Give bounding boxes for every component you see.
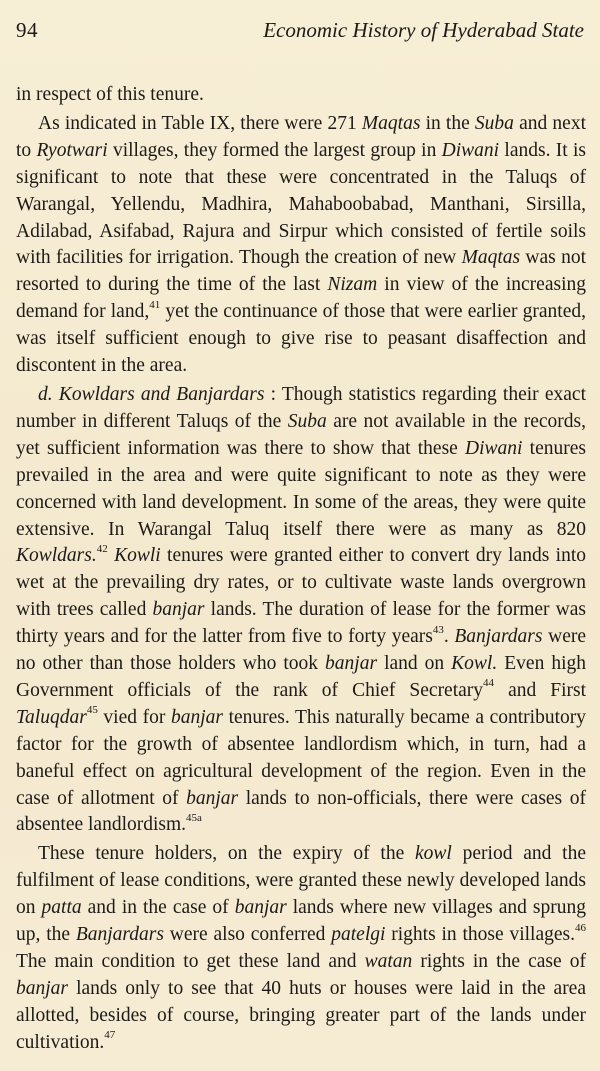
text-run: were no other than those holders who took — [16, 626, 586, 675]
italic-term: Taluqdar — [16, 706, 87, 728]
italic-term: patta — [41, 897, 82, 919]
text-run: lands. The duration of lease for the former was thirty years and for the latter from five to forty years — [16, 599, 586, 648]
running-title: Economic History of Hyderabad State — [263, 18, 584, 42]
paragraph-maqtas — [16, 111, 586, 380]
text-run: were also conferred — [163, 924, 332, 946]
paragraph-tenure-holders — [16, 841, 586, 1056]
italic-term: Diwani — [465, 437, 523, 459]
text-run: tenures prevailed in the area and were quite significant to note as they were concerned with land development. In some of the areas, they were quite extensive. In Warangal Taluq itself there were as many as 820 — [16, 437, 586, 540]
italic-term: patelgi — [331, 924, 386, 946]
italic-term: Kowldars. — [16, 545, 97, 567]
text-run: . — [443, 626, 455, 648]
italic-term: Banjardars — [75, 924, 164, 946]
italic-term: Maqtas — [461, 247, 521, 269]
text-run: was not resorted to during the time of the last — [16, 247, 586, 296]
text-run: in the — [420, 112, 475, 134]
page-number: 94 — [16, 18, 38, 42]
text-run: in view of the increasing demand for land, — [16, 274, 586, 323]
text-run: lands to non-officials, there were cases of absentee landlordism. — [16, 787, 586, 836]
italic-term: d. Kowldars and Banjardars — [38, 383, 265, 405]
text-run: vied for — [97, 706, 171, 728]
italic-term: banjar — [16, 977, 69, 999]
text-run: in respect of this tenure. — [16, 84, 204, 105]
text-run: villages, they formed the largest group in — [107, 139, 442, 161]
text-run: and First — [494, 679, 586, 701]
text-run: lands. It is significant to note that these were concentrated in the Taluqs of Warangal, Yellendu, Madhira, Mahaboobabad, Manthani, Sirsilla, Adilabad, Asifabad, Rajura and Sirpur which consisted of fertile soils with facilities for irrigation. Though the creation of new — [16, 139, 586, 269]
text-run: The main condition to get these land and — [16, 951, 365, 972]
italic-term: Nizam — [327, 274, 378, 296]
paragraph-continuation — [16, 82, 586, 109]
italic-term: Banjardars — [454, 626, 543, 648]
text-run: As indicated in Table IX, there were 271 — [38, 112, 362, 134]
text-run: Even high Government officials of the rank of Chief Secretary — [16, 653, 586, 701]
italic-term: Ryotwari — [36, 139, 108, 161]
text-run: and in the case of — [81, 897, 235, 919]
text-run: rights in the case of — [412, 951, 586, 972]
footnote-ref: 47 — [104, 1029, 116, 1042]
footnote-ref: 45a — [186, 811, 202, 824]
italic-term: banjar — [152, 599, 205, 621]
italic-term: Kowl. — [451, 653, 498, 675]
page-header — [16, 18, 586, 46]
text-run: tenures were granted either to convert dry lands into wet at the prevailing dry rates, or to cultivate waste lands overgrown with trees called — [16, 545, 587, 621]
body-text — [16, 82, 586, 1057]
footnote-ref: 44 — [483, 677, 495, 690]
text-run: rights in those villages. — [385, 924, 575, 946]
text-run: tenures. This naturally became a contributory factor for the growth of absentee landlordism which, in turn, had a baneful effect on agricultural development of the region. Even in the case of allotment of — [16, 706, 586, 809]
italic-term: banjar — [325, 653, 378, 675]
footnote-ref: 42 — [96, 542, 108, 555]
italic-term: banjar — [170, 706, 223, 728]
italic-term: kowl — [415, 843, 452, 865]
italic-term: Suba — [287, 410, 327, 432]
footnote-ref: 43 — [432, 623, 444, 636]
footnote-ref: 46 — [574, 921, 586, 934]
italic-term: banjar — [234, 897, 287, 919]
text-run: and next to — [16, 112, 586, 161]
text-run: land on — [377, 653, 452, 675]
paragraph-kowldars-banjardars — [16, 382, 586, 839]
text-run: yet the continuance of those that were earlier granted, was itself sufficient enough to give rise to peasant disaffection and discontent in the area. — [16, 301, 586, 377]
italic-term: Diwani — [441, 139, 500, 161]
text-run: are not available in the records, yet sufficient information was there to show that these — [16, 410, 586, 459]
text-run: lands only to see that 40 huts or houses were laid in the area allotted, besides of course, bringing greater part of the lands under cultivation. — [16, 977, 586, 1053]
text-run: : Though statistics regarding their exact number in different Taluqs of the — [16, 383, 586, 432]
italic-term: Kowli — [114, 545, 161, 567]
italic-term: watan — [364, 951, 413, 972]
text-run: These tenure holders, on the expiry of the — [38, 843, 416, 865]
footnote-ref: 41 — [149, 298, 161, 311]
italic-term: Suba — [474, 112, 514, 134]
italic-term: banjar — [186, 787, 239, 809]
italic-term: Maqtas — [361, 112, 421, 134]
text-run: lands where new villages and sprung up, the — [16, 897, 586, 946]
footnote-ref: 45 — [86, 704, 98, 717]
text-run: period and the fulfilment of lease conditions, were granted these newly developed lands on — [16, 843, 586, 919]
